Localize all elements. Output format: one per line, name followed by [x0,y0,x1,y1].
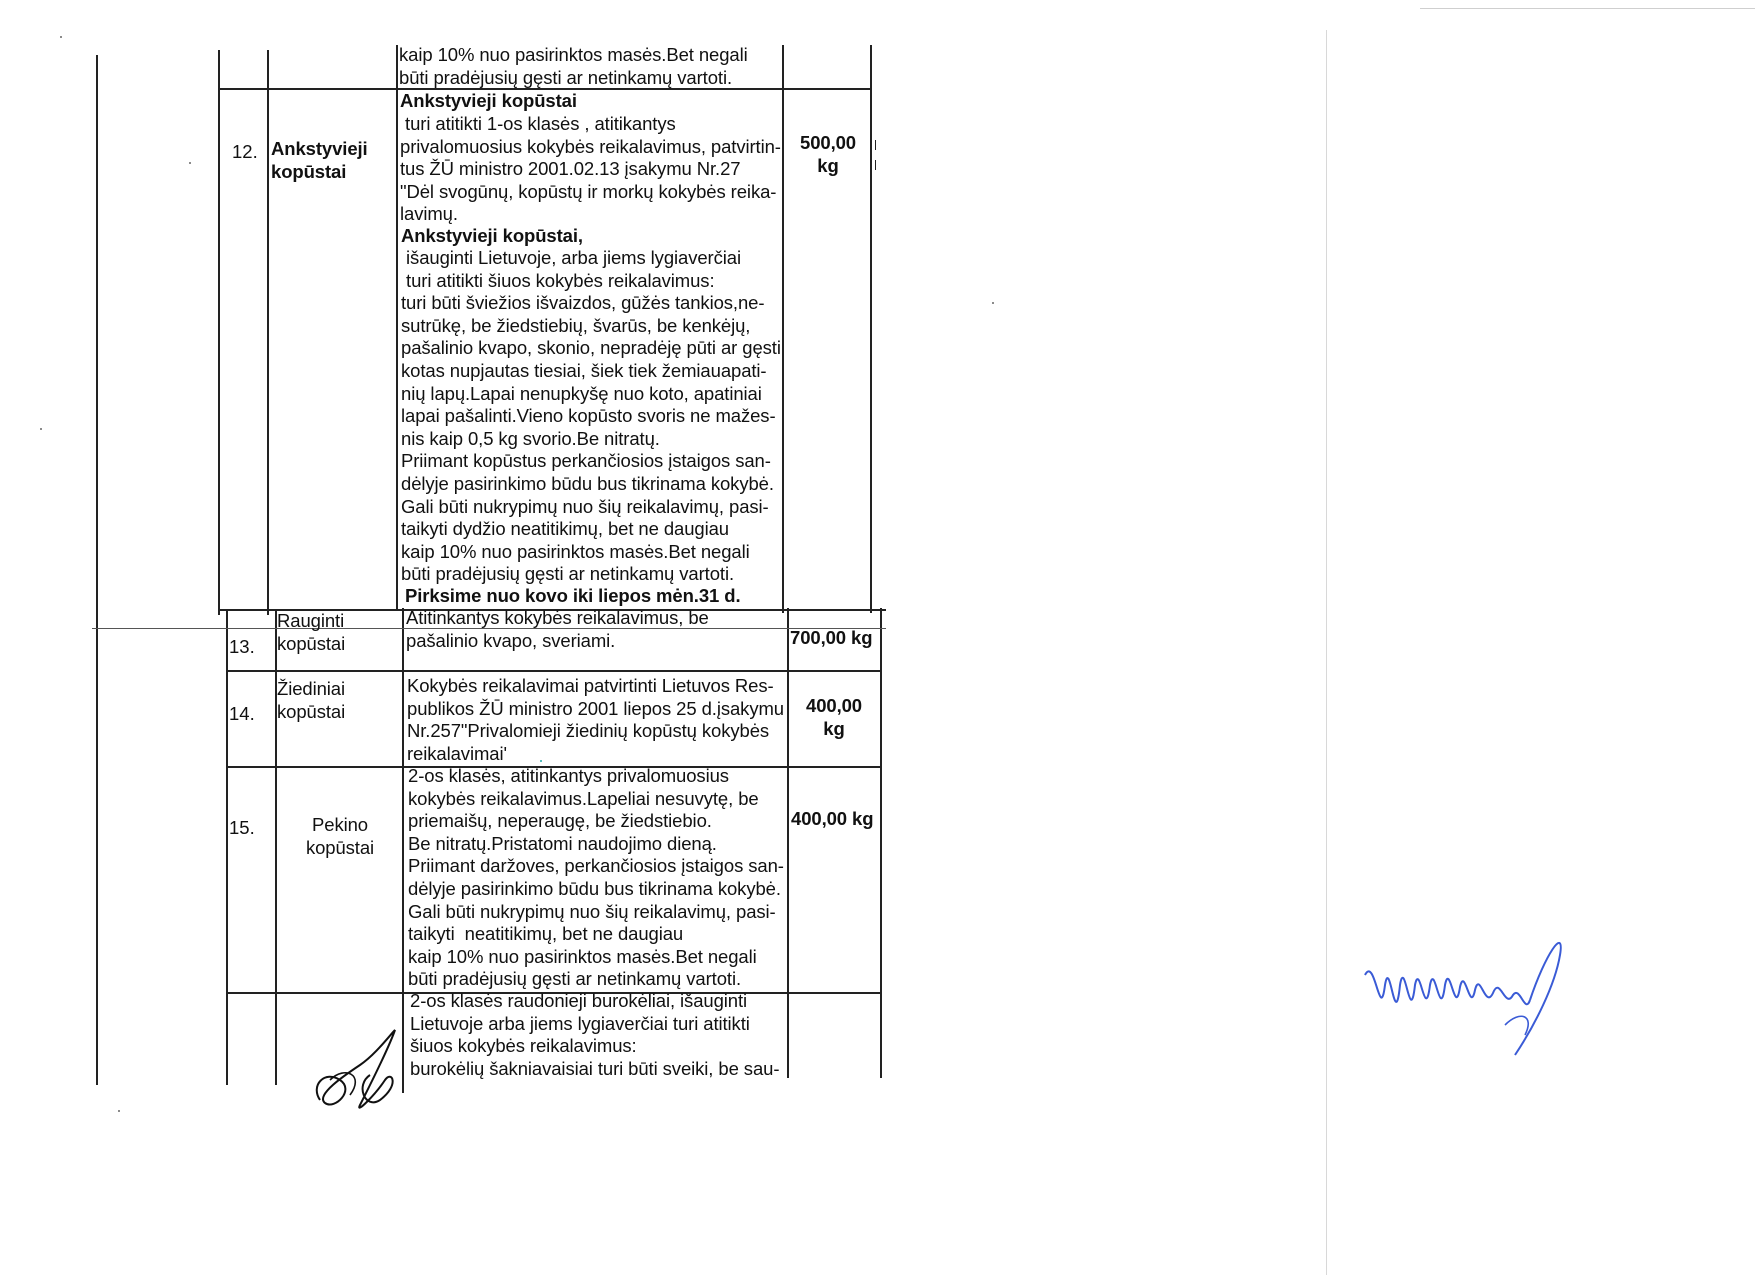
signature-left [300,1025,420,1120]
signature-right [1355,915,1575,1065]
row-13-number: 13. [229,636,255,657]
row-15-number: 15. [229,817,255,838]
table-col-rule-5b [880,608,882,1078]
row-14-name: Žiediniai kopūstai [277,678,346,722]
table-col-rule-4b [787,608,789,1078]
row-12-desc-heading: Ankstyvieji kopūstai [400,90,577,111]
row-rule-3 [226,670,882,672]
row-16-description: 2-os klasės raudonieji burokėliai, išauginti Lietuvoje arba jiems lygiaverčiai turi atitikti šiuos kokybės reikalavimus: burokėlių šakniavaisiai turi būti sveiki, be sau- [410,990,780,1079]
row-15-name: Pekino kopūstai [305,814,375,858]
table-col-rule-3 [396,45,398,610]
row-14-quantity: 400,00 kg [806,695,862,739]
row-12-desc-footer: Pirksime nuo kovo iki liepos mėn.31 d. [405,585,741,606]
right-page-edge [1326,30,1327,1275]
row-12-desc-heading-2: Ankstyvieji kopūstai, [401,225,583,246]
table-col-rule-1 [218,50,220,615]
row-14-description: Kokybės reikalavimai patvirtinti Lietuvos Res- publikos ŽŪ ministro 2001 liepos 25 d.įsakymu Nr.257"Privalomieji žiedinių kopūstų kokybės reikalavimai' [407,675,784,764]
row-12-name: Ankstyvieji kopūstai [271,138,368,182]
row-13-name: Rauginti kopūstai [277,610,346,654]
scan-speck [60,36,62,38]
left-margin-rule [96,55,98,1085]
scan-speck [540,760,542,762]
right-edge-tick [875,160,876,170]
table-col-rule-3b [402,608,404,1093]
table-col-rule-5 [870,45,872,613]
scan-speck [189,162,191,164]
row-12-description-2: išauginti Lietuvoje, arba jiems lygiaverčiai turi atitikti šiuos kokybės reikalavimus: turi būti šviežios išvaizdos, gūžės tankios,ne- sutrūkę, be žiedstiebių, švarūs, be kenkėjų, pašalinio kvapo, skonio, nepradėję pūti ar gęsti kotas nupjautas tiesiai, šiek tiek žemiauapati- nių lapų.Lapai nenupkyšę nuo koto, apatiniai lapai pašalinti.Vieno kopūsto svoris ne mažes- nis kaip 0,5 kg svorio.Be nitratų. Priimant kopūstus perkančiosios įstaigos san- dėlyje pasirinkimo būdu bus tikrinama kokybė. Gali būti nukrypimų nuo šių reikalavimų, pasi- taikyti dydžio neatitikimų, bet ne daugiau kaip 10% nuo pasirinktos masės.Bet negali būti pradėjusių gęsti ar netinkamų vartoti. [401,247,781,585]
row-12-description: turi atitikti 1-os klasės , atitikantys privalomuosius kokybės reikalavimus, patvirtin- tus ŽŪ ministro 2001.02.13 įsakymu Nr.27 "Dėl svogūnų, kopūstų ir morkų kokybės reika- lavimų. [400,113,781,225]
scan-speck [118,1110,120,1112]
row-15-quantity: 400,00 kg [791,808,874,829]
top-right-edge [1420,8,1755,9]
row-12-number: 12. [232,141,258,162]
row-14-number: 14. [229,703,255,724]
row-13-quantity: 700,00 kg [790,627,873,648]
table-col-rule-1b [226,610,228,1085]
row-13-description: Atitinkantys kokybės reikalavimus, be pašalinio kvapo, sveriami. [406,607,709,651]
table-col-rule-2 [267,50,269,615]
row-0-description: kaip 10% nuo pasirinktos masės.Bet negali būti pradėjusių gęsti ar netinkamų vartoti. [399,44,748,88]
right-edge-tick [875,140,876,150]
row-12-quantity: 500,00 kg [800,132,856,176]
row-15-description: 2-os klasės, atitinkantys privalomuosius kokybės reikalavimus.Lapeliai nesuvytę, be priemaišų, neperaugę, be žiedstiebio. Be nitratų.Pristatomi naudojimo dieną. Priimant daržoves, perkančiosios įstaigos san- dėlyje pasirinkimo būdu bus tikrinama kokybė. Gali būti nukrypimų nuo šių reikalavimų, pasi- taikyti neatitikimų, bet ne daugiau kaip 10% nuo pasirinktos masės.Bet negali būti pradėjusių gęsti ar netinkamų vartoti. [408,765,784,990]
scan-speck [992,302,994,304]
scan-speck [40,428,42,430]
table-col-rule-4 [782,45,784,613]
